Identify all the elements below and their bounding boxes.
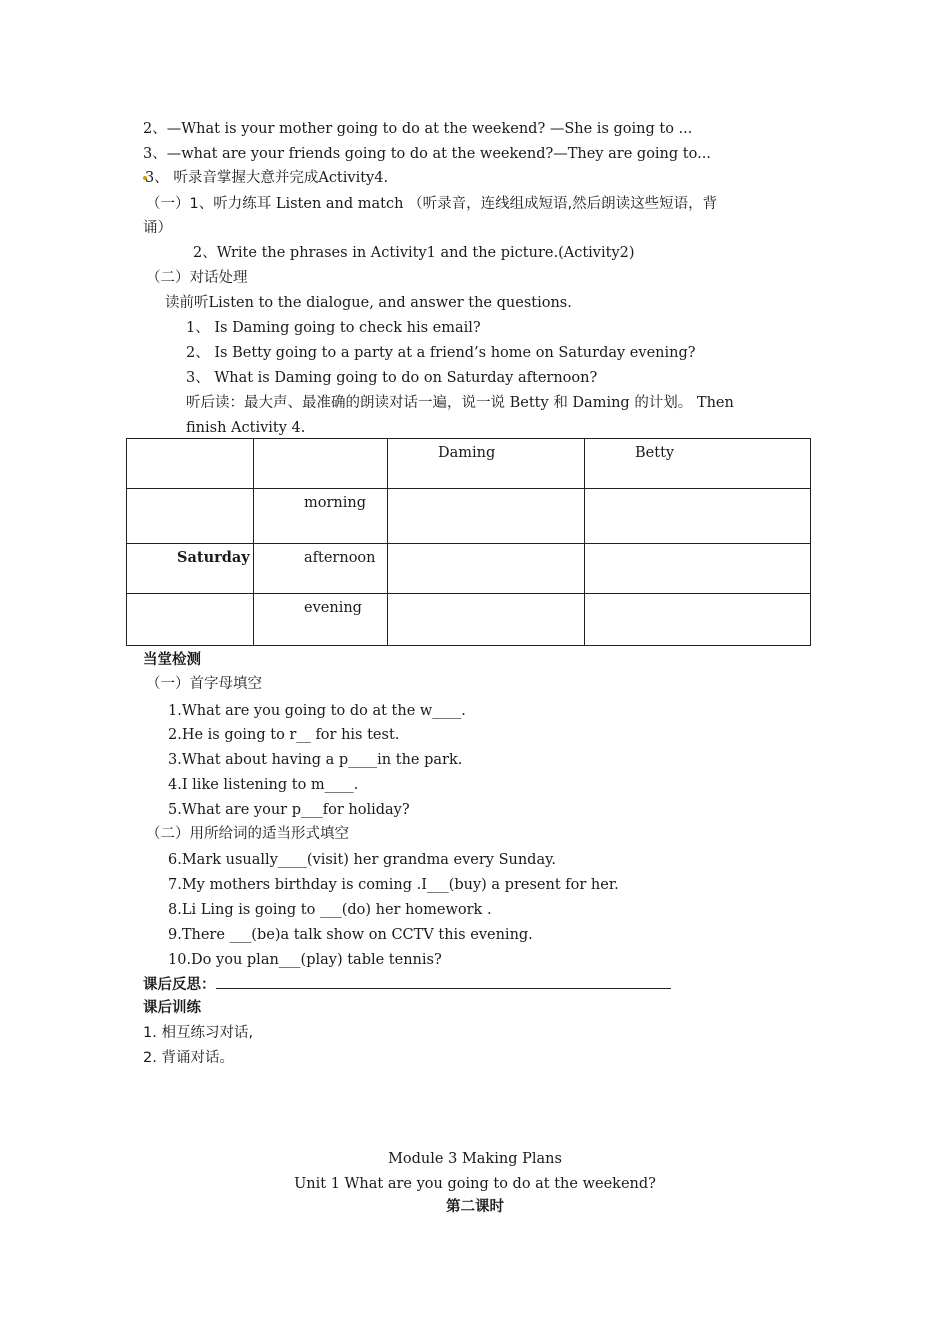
form-item-7: 7.My mothers birthday is coming .I___(buy) a present for her. bbox=[168, 877, 619, 893]
reflection-blank bbox=[216, 974, 671, 989]
question-1: 1、 Is Daming going to check his email? bbox=[186, 320, 481, 336]
intro-line-3: 3、—what are your friends going to do at the weekend?—They are going to... bbox=[143, 146, 711, 162]
training-item-2: 2. 背诵对话。 bbox=[143, 1050, 234, 1066]
part1-item-2: 2、Write the phrases in Activity1 and the picture.(Activity2) bbox=[193, 245, 635, 261]
pre-listen-cn: 读前听 bbox=[165, 295, 209, 311]
post-listen-then: Then bbox=[696, 395, 734, 411]
table-cell-time-morning: morning bbox=[254, 489, 388, 544]
table-cell-daming-morning bbox=[388, 489, 585, 544]
fill-item-2: 2.He is going to r__ for his test. bbox=[168, 727, 400, 743]
question-2: 2、 Is Betty going to a party at a friend’s home on Saturday evening? bbox=[186, 345, 696, 361]
pre-listen-en: Listen to the dialogue, and answer the questions. bbox=[208, 295, 572, 311]
fill-item-3: 3.What about having a p____in the park. bbox=[168, 752, 463, 768]
post-listen-daming: Daming bbox=[572, 395, 630, 411]
table-row bbox=[127, 489, 811, 544]
table-cell-betty-evening bbox=[585, 594, 811, 646]
fill-item-4: 4.I like listening to m____. bbox=[168, 777, 359, 793]
reflection-label: 课后反思： bbox=[143, 977, 216, 993]
table-row bbox=[127, 594, 811, 646]
part2-label: （二）对话处理 bbox=[146, 270, 248, 286]
table-header-row bbox=[127, 439, 811, 489]
table-cell-day-saturday: Saturday bbox=[127, 544, 254, 594]
fill-item-5: 5.What are your p___for holiday? bbox=[168, 802, 410, 818]
table-cell-day-empty bbox=[127, 489, 254, 544]
table-cell-day-empty bbox=[127, 594, 254, 646]
table-header-empty-1 bbox=[127, 439, 254, 489]
module-title: Module 3 Making Plans bbox=[388, 1151, 562, 1167]
table-cell-betty-afternoon bbox=[585, 544, 811, 594]
post-listen-continued: finish Activity 4. bbox=[186, 420, 306, 436]
part1-cn-continued: 诵） bbox=[143, 220, 172, 236]
plans-table bbox=[126, 438, 811, 646]
part1-cn: （听录音，连线组成短语,然后朗读这些短语，背 bbox=[408, 196, 718, 212]
check-title: 当堂检测 bbox=[143, 652, 201, 668]
post-listen-cn-1: 听后读：最大声、最准确的朗读对话一遍，说一说 bbox=[186, 395, 505, 411]
pre-listen-line bbox=[165, 293, 572, 313]
check-section-1: （一）首字母填空 bbox=[146, 676, 262, 692]
unit-title: Unit 1 What are you going to do at the weekend? bbox=[294, 1176, 656, 1192]
post-listen-and: 和 bbox=[553, 395, 568, 411]
post-listen-betty: Betty bbox=[509, 395, 549, 411]
table-row bbox=[127, 544, 811, 594]
question-3: 3、 What is Daming going to do on Saturday afternoon? bbox=[186, 370, 598, 386]
training-item-1: 1. 相互练习对话, bbox=[143, 1025, 254, 1041]
step3-number: 3、 bbox=[145, 170, 169, 186]
table-cell-time-evening: evening bbox=[254, 594, 388, 646]
table-cell-betty-morning bbox=[585, 489, 811, 544]
post-listen-cn-3: 的计划。 bbox=[634, 395, 693, 411]
lesson-title: 第二课时 bbox=[446, 1199, 504, 1215]
part1-label: （一）1、听力练耳 bbox=[146, 196, 272, 212]
table-cell-daming-afternoon bbox=[388, 544, 585, 594]
step3-heading bbox=[145, 168, 388, 188]
form-item-8: 8.Li Ling is going to ___(do) her homework . bbox=[168, 902, 492, 918]
table-header-empty-2 bbox=[254, 439, 388, 489]
fill-item-1: 1.What are you going to do at the w____. bbox=[168, 703, 466, 719]
form-item-9: 9.There ___(be)a talk show on CCTV this evening. bbox=[168, 927, 533, 943]
table-cell-daming-evening bbox=[388, 594, 585, 646]
training-title: 课后训练 bbox=[143, 1000, 201, 1016]
part1-line bbox=[146, 194, 717, 214]
step3-title: 听录音掌握大意并完成 bbox=[173, 170, 319, 186]
part1-en: Listen and match bbox=[275, 196, 404, 212]
table-header-daming: Daming bbox=[388, 439, 585, 489]
form-item-6: 6.Mark usually____(visit) her grandma every Sunday. bbox=[168, 852, 556, 868]
intro-line-2: 2、—What is your mother going to do at the weekend? —She is going to ... bbox=[143, 121, 693, 137]
step3-title-en: Activity4. bbox=[318, 170, 389, 186]
post-listen-line bbox=[186, 393, 734, 413]
form-item-10: 10.Do you plan___(play) table tennis? bbox=[168, 952, 442, 968]
table-cell-time-afternoon: afternoon bbox=[254, 544, 388, 594]
table-header-betty: Betty bbox=[585, 439, 811, 489]
reflection-line bbox=[143, 974, 671, 995]
check-section-2: （二）用所给词的适当形式填空 bbox=[146, 826, 349, 842]
